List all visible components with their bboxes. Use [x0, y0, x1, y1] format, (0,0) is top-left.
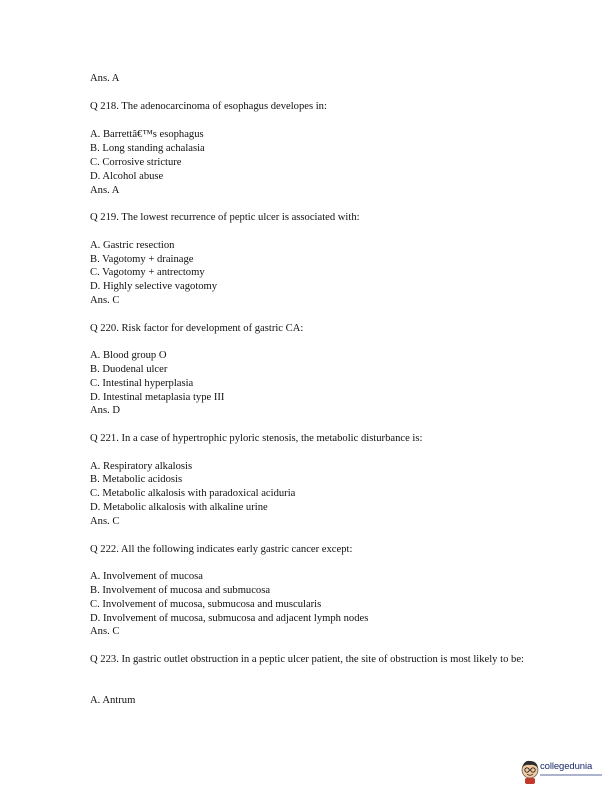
- answer-221: Ans. C: [90, 516, 120, 527]
- option-219-c: C. Vagotomy + antrectomy: [90, 267, 205, 278]
- logo-tagline: [540, 774, 602, 776]
- collegedunia-logo[interactable]: [520, 757, 608, 787]
- option-220-b: B. Duodenal ulcer: [90, 364, 168, 375]
- answer-220: Ans. D: [90, 405, 121, 416]
- option-218-c: C. Corrosive stricture: [90, 157, 182, 168]
- option-220-a: A. Blood group O: [90, 350, 167, 361]
- option-222-b: B. Involvement of mucosa and submucosa: [90, 585, 271, 596]
- mascot-icon: [520, 759, 540, 785]
- option-220-d: D. Intestinal metaplasia type III: [90, 392, 225, 403]
- option-223-a: A. Antrum: [90, 695, 136, 706]
- logo-text: collegedunia: [540, 761, 593, 772]
- question-223: Q 223. In gastric outlet obstruction in a peptic ulcer patient, the site of obstruction is most likely to be:: [90, 654, 524, 665]
- option-222-a: A. Involvement of mucosa: [90, 571, 203, 582]
- option-220-c: C. Intestinal hyperplasia: [90, 378, 194, 389]
- option-219-d: D. Highly selective vagotomy: [90, 281, 218, 292]
- answer-219: Ans. C: [90, 295, 120, 306]
- option-218-a: A. Barrettâ€™s esophagus: [90, 129, 204, 140]
- question-221: Q 221. In a case of hypertrophic pyloric stenosis, the metabolic disturbance is:: [90, 433, 423, 444]
- option-218-b: B. Long standing achalasia: [90, 143, 205, 154]
- option-221-b: B. Metabolic acidosis: [90, 474, 183, 485]
- question-220: Q 220. Risk factor for development of gastric CA:: [90, 323, 304, 334]
- option-219-a: A. Gastric resection: [90, 240, 175, 251]
- question-222: Q 222. All the following indicates early gastric cancer except:: [90, 544, 353, 555]
- answer-218: Ans. A: [90, 185, 120, 196]
- option-222-c: C. Involvement of mucosa, submucosa and muscularis: [90, 599, 322, 610]
- question-219: Q 219. The lowest recurrence of peptic ulcer is associated with:: [90, 212, 360, 223]
- option-221-c: C. Metabolic alkalosis with paradoxical aciduria: [90, 488, 296, 499]
- option-219-b: B. Vagotomy + drainage: [90, 254, 194, 265]
- answer-222: Ans. C: [90, 626, 120, 637]
- question-218: Q 218. The adenocarcinoma of esophagus developes in:: [90, 101, 327, 112]
- option-218-d: D. Alcohol abuse: [90, 171, 164, 182]
- answer-217: Ans. A: [90, 73, 120, 84]
- option-221-a: A. Respiratory alkalosis: [90, 461, 193, 472]
- option-222-d: D. Involvement of mucosa, submucosa and adjacent lymph nodes: [90, 613, 369, 624]
- option-221-d: D. Metabolic alkalosis with alkaline urine: [90, 502, 268, 513]
